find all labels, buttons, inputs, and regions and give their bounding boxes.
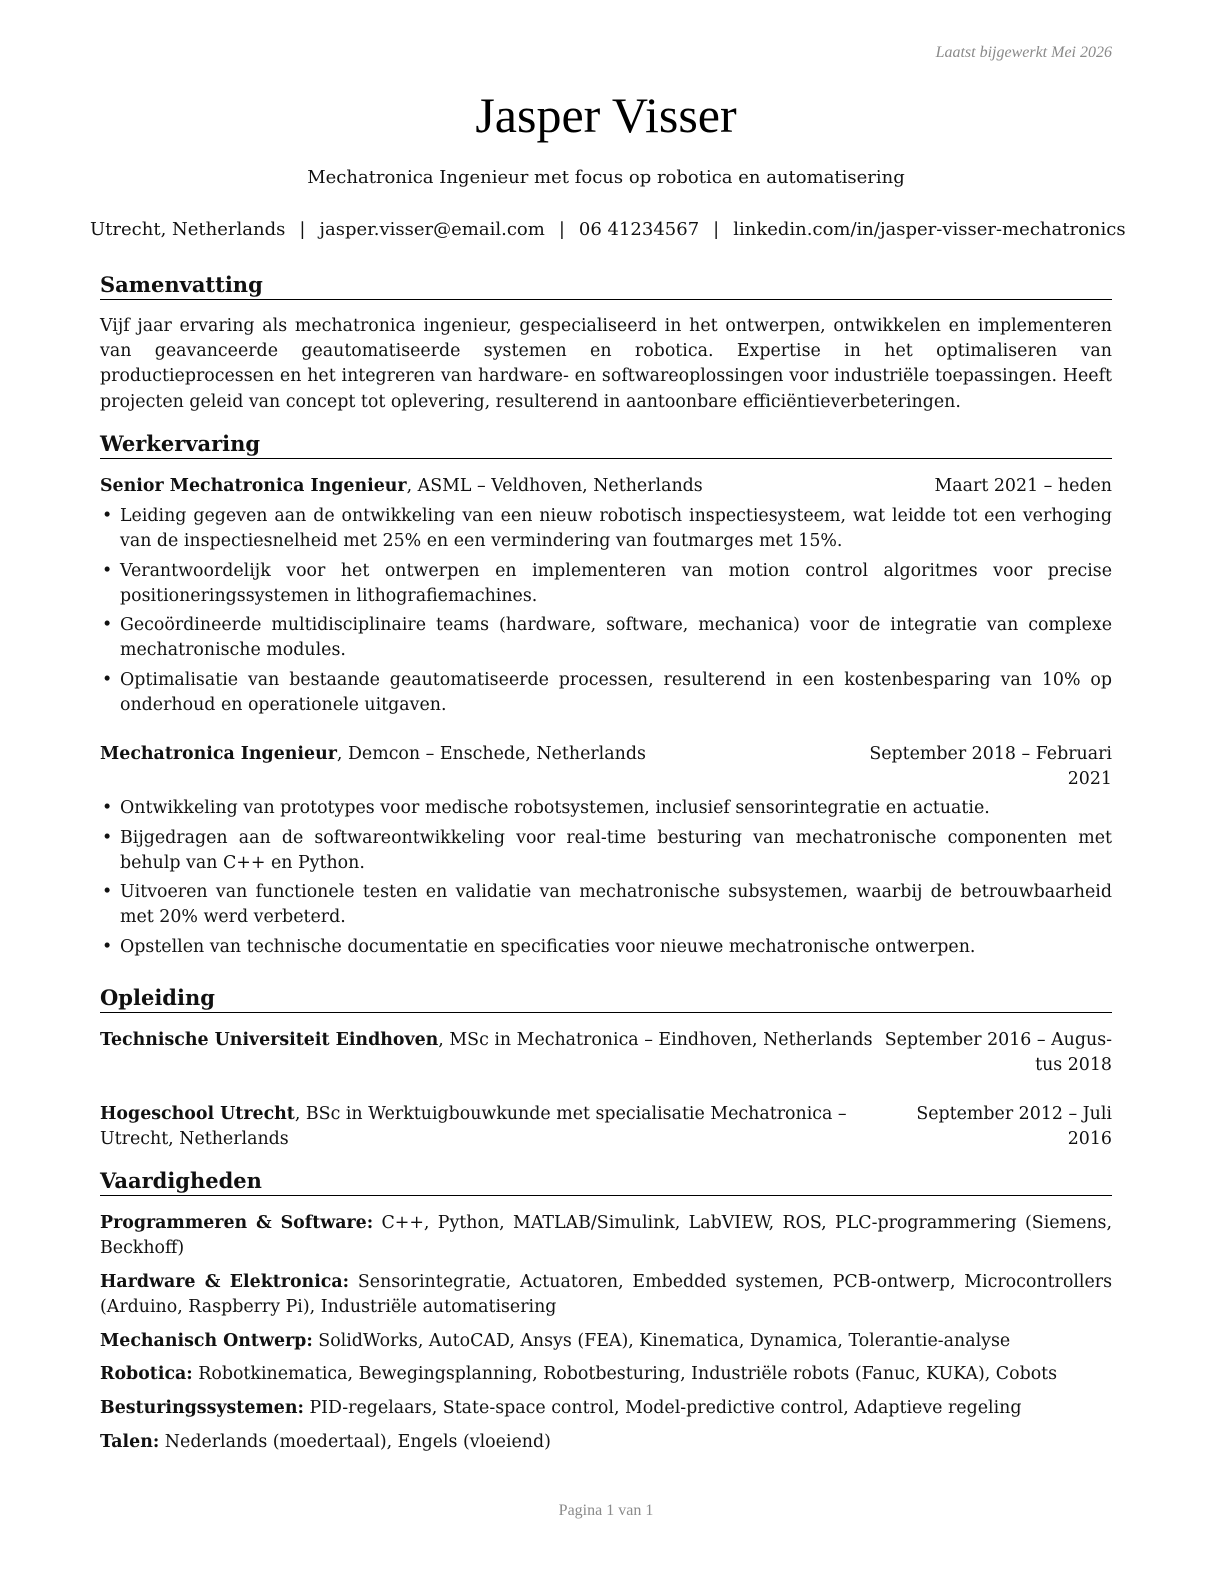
skill-row xyxy=(100,1211,1112,1261)
skill-text: PID-regelaars, State-space control, Model-predictive control, Adaptieve regeling xyxy=(303,1398,1022,1418)
section-title-skills: Vaardigheden xyxy=(100,1168,1112,1196)
job-org: , Demcon – Enschede, Netherlands xyxy=(336,744,646,764)
skill-row xyxy=(100,1362,1112,1387)
job-role: Senior Mechatronica Ingenieur xyxy=(100,476,407,496)
contact-phone: 06 41234567 xyxy=(578,219,700,240)
education-dates: September 2016 – Augus- tus 2018 xyxy=(884,1030,1112,1075)
skill-row xyxy=(100,1270,1112,1320)
skill-label: Robotica: xyxy=(100,1364,193,1384)
job-org: , ASML – Veldhoven, Netherlands xyxy=(406,476,703,496)
job-dates: Maart 2021 – heden xyxy=(934,476,1112,496)
skill-label: Mechanisch Ontwerp: xyxy=(100,1331,313,1351)
job-bullets xyxy=(100,796,1112,964)
job-dates: September 2018 – Februari 2021 xyxy=(869,744,1112,789)
list-item: • Optimalisatie van bestaande geautomatiseerde processen, resulterend in een kostenbesparing van 10% op onderhoud en operationele uitgaven. xyxy=(100,668,1112,718)
list-item: • Verantwoordelijk voor het ontwerpen en implementeren van motion control algoritmes voor precise positioneringssystemen in lithografiemachines. xyxy=(100,559,1112,609)
section-title-education: Opleiding xyxy=(100,985,1112,1013)
candidate-name: Jasper Visser xyxy=(475,87,737,143)
contact-separator: | xyxy=(558,219,565,240)
list-item: • Leiding gegeven aan de ontwikkeling van een nieuw robotisch inspectiesysteem, wat leidde tot een verhoging van de inspectiesnelheid met 25% en een vermindering van foutmarges met 15%. xyxy=(100,504,1112,554)
contact-line xyxy=(90,219,1126,240)
skill-text: Nederlands (moedertaal), Engels (vloeiend) xyxy=(159,1432,551,1452)
skill-label: Programmeren & Software: xyxy=(100,1213,374,1233)
education-detail: , MSc in Mechatronica – Eindhoven, Netherlands xyxy=(438,1030,873,1050)
skill-text: Sensorintegratie, Actuatoren, Embedded systemen, PCB-ontwerp, Microcontrollers (Arduino, Raspberry Pi), Industriële automatisering xyxy=(100,1272,1112,1317)
last-updated: Laatst bijgewerkt Mei 2026 xyxy=(935,44,1112,61)
skill-text: SolidWorks, AutoCAD, Ansys (FEA), Kinematica, Dynamica, Tolerantie-analyse xyxy=(312,1331,1011,1351)
skill-label: Besturingssystemen: xyxy=(100,1398,304,1418)
headline: Mechatronica Ingenieur met focus op robotica en automatisering xyxy=(307,167,905,188)
education-dates: September 2012 – Juli 2016 xyxy=(916,1104,1112,1149)
contact-email[interactable]: jasper.visser@email.com xyxy=(319,219,545,240)
list-item: • Uitvoeren van functionele testen en validatie van mechatronische subsystemen, waarbij de betrouwbaarheid met 20% werd verbeterd. xyxy=(100,880,1112,930)
contact-location: Utrecht, Netherlands xyxy=(90,219,286,240)
summary-text: Vijf jaar ervaring als mechatronica ingenieur, gespecialiseerd in het ontwerpen, ontwikkelen en implementeren van geavanceerde geautomatiseerde systemen en robotica. Expertise in het optimaliseren van productieprocessen en het integreren van hardware- en softwareoplossingen voor industriële toepassingen. Heeft projecten geleid van concept tot oplevering, resulterend in aantoonbare efficiëntieverbeteringen. xyxy=(100,316,1112,412)
education-school: Technische Universiteit Eindhoven xyxy=(100,1030,439,1050)
education-detail: , BSc in Werktuigbouwkunde met specialisatie Mechatronica – xyxy=(294,1104,847,1124)
resume-page: Laatst bijgewerkt Mei 2026 Jasper Visser Mechatronica Ingenieur met focus op robotica en automatisering Utrecht, Netherlands | jasper.visser@email.com | 06 41234567 | linkedin.com/in/jasper-visser-mechatronics Samenvatting Vijf jaar ervaring als mechatronica ingenieur, gespecialiseerd in het ontwerpen, ontwikkelen en implementeren van geavanceerde geautomatiseerde systemen en robotica. Expertise in het optimaliseren van productieprocessen en het integreren van hardware- en softwareoplossingen voor industriële toepassingen. Heeft projecten geleid van concept tot oplevering, resulterend in aantoonbare efficiëntieverbeteringen. Werkervaring Senior Mechatronica Ingenieur, ASML – Veldhoven, Netherlands Maart 2021 – heden • Leiding gegeven aan de ontwikkeling van een nieuw robotisch inspectiesysteem, wat leidde tot een verhoging van de inspectiesnelheid met 25% en een vermindering van foutmarges met 15%. • Verantwoordelijk voor het ontwerpen en implementeren van motion control algoritmes voor precise positioneringssystemen in lithografiemachines. • Gecoördineerde multidisciplinaire teams (hardware, software, mechanica) voor de integratie van complexe mechatronische modules. • Optimalisatie van bestaande geautomatiseerde processen, resulterend in een kostenbesparing van 10% op onderhoud en operationele uitgaven. Mechatronica Ingenieur, Demcon – Enschede, Netherlands September 2018 – Februari 2021 • Ontwikkeling van prototypes voor medische robotsystemen, inclusief sensorintegratie en actuatie. • Bijgedragen aan de softwareontwikkeling voor real-time besturing van mechatronische componenten met behulp van C++ en Python. • Uitvoeren van functionele testen en validatie van mechatronische subsystemen, waarbij de betrouwbaarheid met 20% werd verbeterd. • Opstellen van technische documentatie en specificaties voor nieuwe mechatronische ontwerpen. Opleiding Technische Universiteit Eindhoven, MSc in Mechatronica – Eindhoven, Netherlands September 2016 – Augus- tus 2018 Hogeschool Utrecht, BSc in Werktuigbouwkunde met specialisatie Mechatronica – Utrecht, Netherlands September 2012 – Juli 2016 Vaardigheden Programmeren & Software: C++, Python, MATLAB/Simulink, LabVIEW, ROS, PLC-programmering (Siemens, Beckhoff) Hardware & Elektronica: Sensorintegratie, Actuatoren, Embedded systemen, PCB-ontwerp, Microcontrollers (Arduino, Raspberry Pi), Industriële automatisering Mechanisch Ontwerp: SolidWorks, AutoCAD, Ansys (FEA), Kinematica, Dynamica, Tolerantie-analyse Robotica: Robotkinematica, Bewegingsplanning, Robotbesturing, Industriële robots (Fanuc, KUKA), Cobots Besturingssystemen: PID-regelaars, State-space control, Model-predictive control, Adaptieve regeling Talen: Nederlands (moedertaal), Engels (vloeiend) Pagina 1 van 1 xyxy=(100,0,1112,1584)
skill-row xyxy=(100,1396,1112,1421)
skill-label: Hardware & Elektronica: xyxy=(100,1272,350,1292)
list-item: • Gecoördineerde multidisciplinaire teams (hardware, software, mechanica) voor de integratie van complexe mechatronische modules. xyxy=(100,613,1112,663)
page-number: Pagina 1 van 1 xyxy=(558,1502,654,1519)
skill-text: C++, Python, MATLAB/Simulink, LabVIEW, ROS, PLC-programmering (Siemens, Beckhoff) xyxy=(100,1213,1112,1258)
contact-linkedin[interactable]: linkedin.com/in/jasper-visser-mechatronics xyxy=(733,219,1126,240)
job-role: Mechatronica Ingenieur xyxy=(100,744,337,764)
list-item: • Bijgedragen aan de softwareontwikkeling voor real-time besturing van mechatronische componenten met behulp van C++ en Python. xyxy=(100,826,1112,876)
section-title-experience: Werkervaring xyxy=(100,431,1112,459)
contact-separator: | xyxy=(713,219,720,240)
skill-row xyxy=(100,1430,1112,1455)
education-school: Hogeschool Utrecht xyxy=(100,1104,295,1124)
skill-row xyxy=(100,1329,1112,1354)
contact-separator: | xyxy=(299,219,306,240)
list-item: • Opstellen van technische documentatie en specificaties voor nieuwe mechatronische ontwerpen. xyxy=(100,935,1112,960)
section-title-summary: Samenvatting xyxy=(100,272,1112,300)
skill-text: Robotkinematica, Bewegingsplanning, Robotbesturing, Industriële robots (Fanuc, KUKA), Cobots xyxy=(192,1364,1058,1384)
list-item: • Ontwikkeling van prototypes voor medische robotsystemen, inclusief sensorintegratie en actuatie. xyxy=(100,796,1112,821)
job-bullets xyxy=(100,504,1112,722)
skill-label: Talen: xyxy=(100,1432,160,1452)
